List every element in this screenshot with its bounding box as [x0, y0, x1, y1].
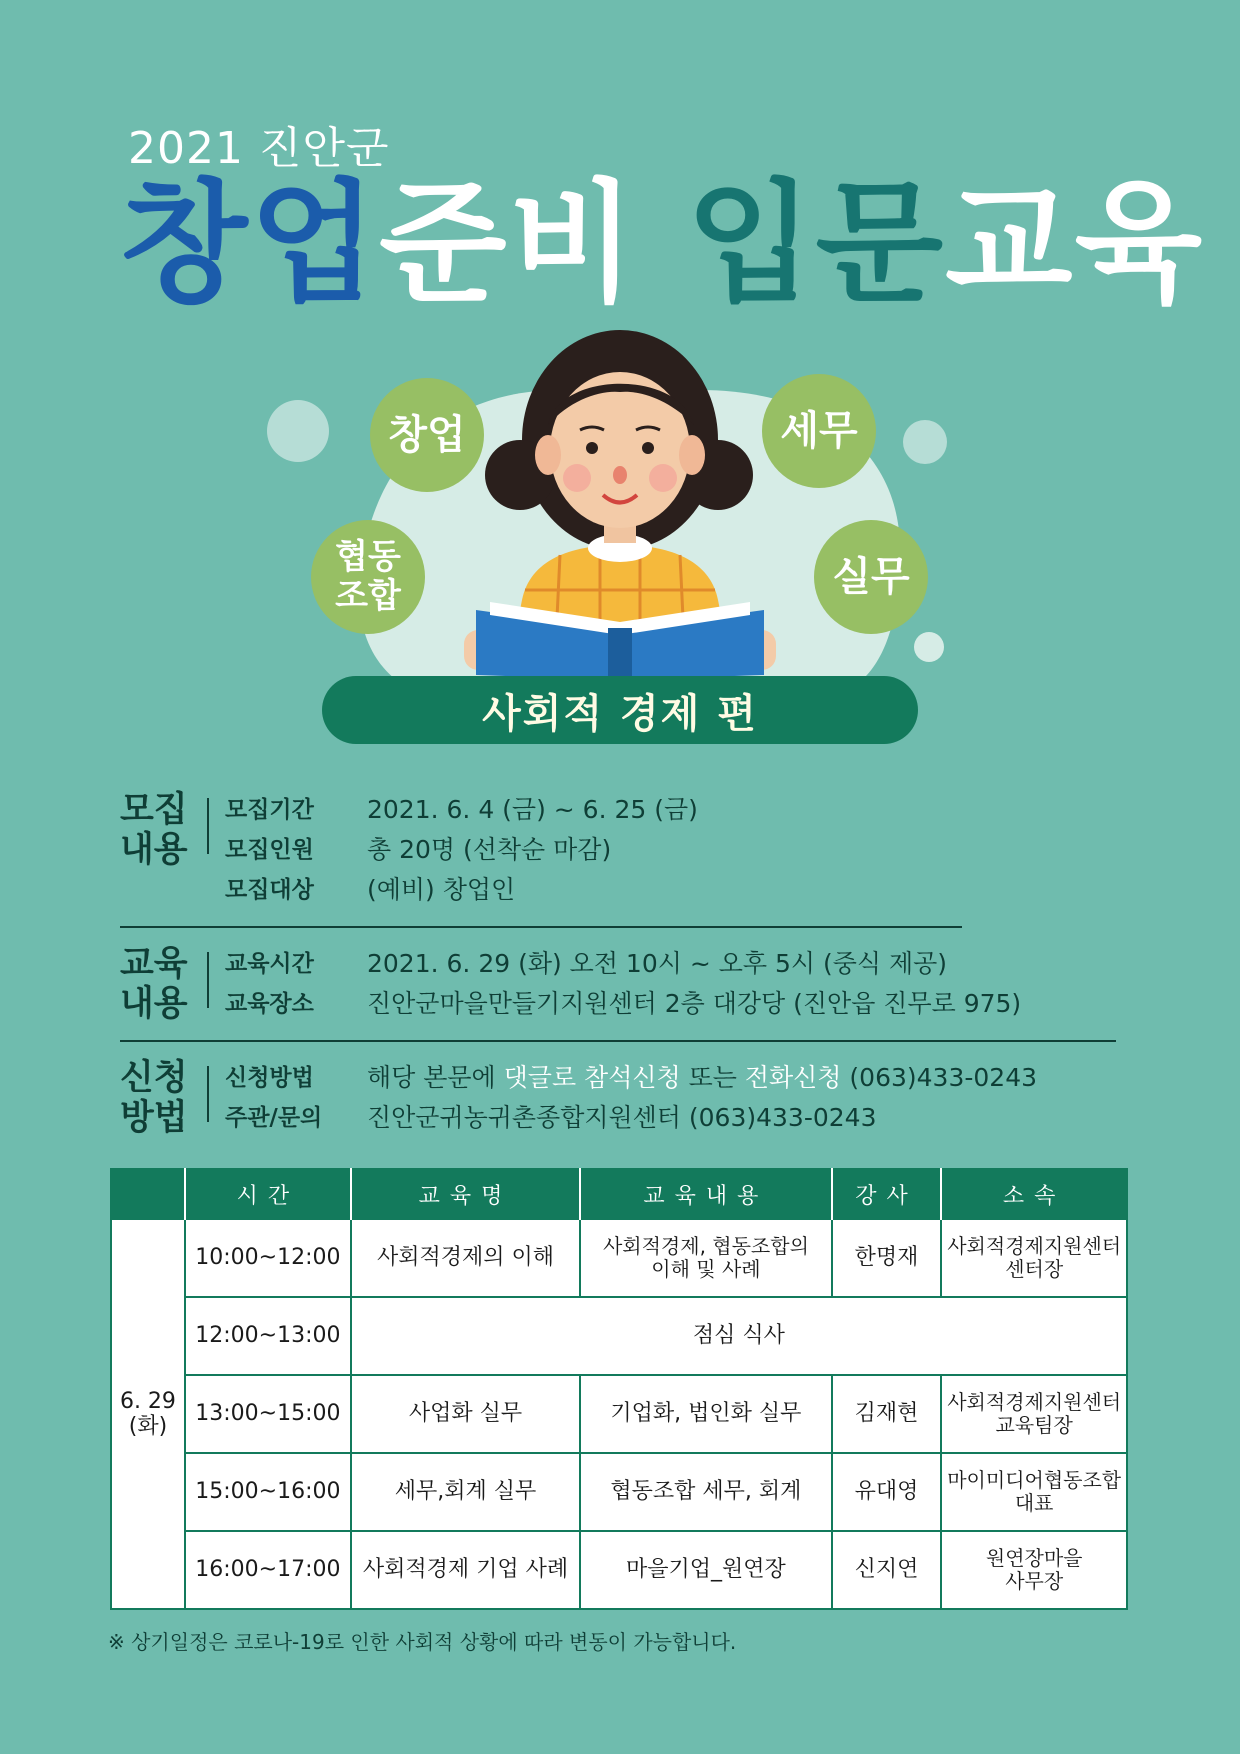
- info-value: 2021. 6. 29 (화) 오전 10시 ~ 오후 5시 (중식 제공): [367, 949, 948, 978]
- main-title: [120, 165, 1204, 323]
- affiliation-cell: 원연장마을 사무장: [941, 1531, 1127, 1609]
- topic-label: 창업: [388, 412, 466, 458]
- section-heading: 모집 내용: [120, 790, 188, 871]
- time-cell: 10:00~12:00: [185, 1219, 351, 1297]
- section-bar: [207, 798, 209, 854]
- topic-label: 세무: [780, 408, 858, 454]
- column-header: 교육명: [351, 1169, 580, 1219]
- info-row-method: [225, 1058, 1037, 1098]
- info-value: (예비) 창업인: [367, 875, 516, 904]
- time-cell: 16:00~17:00: [185, 1531, 351, 1609]
- info-row-capacity: [225, 830, 611, 870]
- column-header: 강사: [832, 1169, 942, 1219]
- section-heading: 신청 방법: [120, 1058, 188, 1139]
- divider: [120, 1040, 1116, 1042]
- decor-circle: [267, 400, 329, 462]
- info-row-period: [225, 790, 698, 830]
- title-cell: 사회적경제의 이해: [351, 1219, 580, 1297]
- info-row-venue: [225, 984, 1021, 1024]
- info-value: 2021. 6. 4 (금) ~ 6. 25 (금): [367, 795, 698, 824]
- affiliation-cell: 사회적경제지원센터 교육팀장: [941, 1375, 1127, 1453]
- highlight-text: 전화신청: [744, 1063, 842, 1092]
- topic-bubble-practice: [814, 520, 928, 634]
- title-part-education: 교육: [945, 167, 1205, 321]
- content-cell: 협동조합 세무, 회계: [580, 1453, 831, 1531]
- table-row: [111, 1297, 1127, 1375]
- text-segment: (063)433-0243: [841, 1063, 1038, 1092]
- subtitle-banner: 사회적 경제 편: [322, 676, 918, 744]
- topic-bubble-startup: [370, 378, 484, 492]
- section-bar: [207, 952, 209, 1008]
- time-cell: 15:00~16:00: [185, 1453, 351, 1531]
- table-row: [111, 1219, 1127, 1297]
- date-cell: 6. 29 (화): [111, 1219, 185, 1609]
- section-bar: [207, 1066, 209, 1122]
- column-header: 교육내용: [580, 1169, 831, 1219]
- time-cell: 13:00~15:00: [185, 1375, 351, 1453]
- footnote: ※ 상기일정은 코로나-19로 인한 사회적 상황에 따라 변동이 가능합니다.: [108, 1630, 737, 1654]
- title-cell: 사업화 실무: [351, 1375, 580, 1453]
- lunch-cell: 점심 식사: [351, 1297, 1127, 1375]
- info-row-time: [225, 944, 947, 984]
- year-title: 2021 진안군: [128, 123, 390, 174]
- info-value: [367, 1058, 1037, 1098]
- affiliation-cell: 마이미디어협동조합 대표: [941, 1453, 1127, 1531]
- column-header: 시간: [185, 1169, 351, 1219]
- column-header: [111, 1169, 185, 1219]
- title-cell: 세무,회계 실무: [351, 1453, 580, 1531]
- content-cell: 기업화, 법인화 실무: [580, 1375, 831, 1453]
- section-heading: 교육 내용: [120, 944, 188, 1025]
- title-part-startup: 창업: [120, 167, 380, 321]
- time-cell: 12:00~13:00: [185, 1297, 351, 1375]
- content-cell: 마을기업_원연장: [580, 1531, 831, 1609]
- info-row-target: [225, 870, 515, 910]
- text-segment: 해당 본문에: [367, 1063, 504, 1092]
- info-label: 교육장소: [225, 991, 314, 1017]
- column-header: 소속: [941, 1169, 1127, 1219]
- info-label: 모집기간: [225, 797, 314, 823]
- instructor-cell: 유대영: [832, 1453, 942, 1531]
- decor-circle: [903, 420, 947, 464]
- recruitment-section: [120, 790, 1120, 910]
- info-row-contact: [225, 1098, 876, 1138]
- title-cell: 사회적경제 기업 사례: [351, 1531, 580, 1609]
- education-section: [120, 944, 1120, 1024]
- topic-label: 협동 조합: [335, 536, 401, 616]
- topic-bubble-cooperative: [311, 520, 425, 634]
- table-row: [111, 1375, 1127, 1453]
- text-segment: 또는: [680, 1063, 745, 1092]
- divider: [120, 926, 962, 928]
- table-row: [111, 1453, 1127, 1531]
- info-value: 총 20명 (선착순 마감): [367, 835, 612, 864]
- info-label: 주관/문의: [225, 1105, 323, 1131]
- topic-label: 실무: [832, 554, 910, 600]
- info-value: 진안군귀농귀촌종합지원센터 (063)433-0243: [367, 1103, 877, 1132]
- instructor-cell: 한명재: [832, 1219, 942, 1297]
- instructor-cell: 김재현: [832, 1375, 942, 1453]
- table-header-row: [111, 1169, 1127, 1219]
- decor-circle: [914, 632, 944, 662]
- highlight-text: 댓글로 참석신청: [503, 1063, 681, 1092]
- info-label: 모집대상: [225, 877, 314, 903]
- content-cell: 사회적경제, 협동조합의 이해 및 사례: [580, 1219, 831, 1297]
- topic-bubble-tax: [762, 374, 876, 488]
- schedule-table: [110, 1168, 1128, 1610]
- application-section: [120, 1058, 1120, 1138]
- title-part-intro: 입문: [686, 167, 946, 321]
- info-label: 교육시간: [225, 951, 314, 977]
- info-value: 진안군마을만들기지원센터 2층 대강당 (진안읍 진무로 975): [367, 989, 1022, 1018]
- instructor-cell: 신지연: [832, 1531, 942, 1609]
- info-label: 모집인원: [225, 837, 314, 863]
- table-row: [111, 1531, 1127, 1609]
- info-label: 신청방법: [225, 1065, 314, 1091]
- title-part-prep: 준비: [379, 167, 639, 321]
- affiliation-cell: 사회적경제지원센터 센터장: [941, 1219, 1127, 1297]
